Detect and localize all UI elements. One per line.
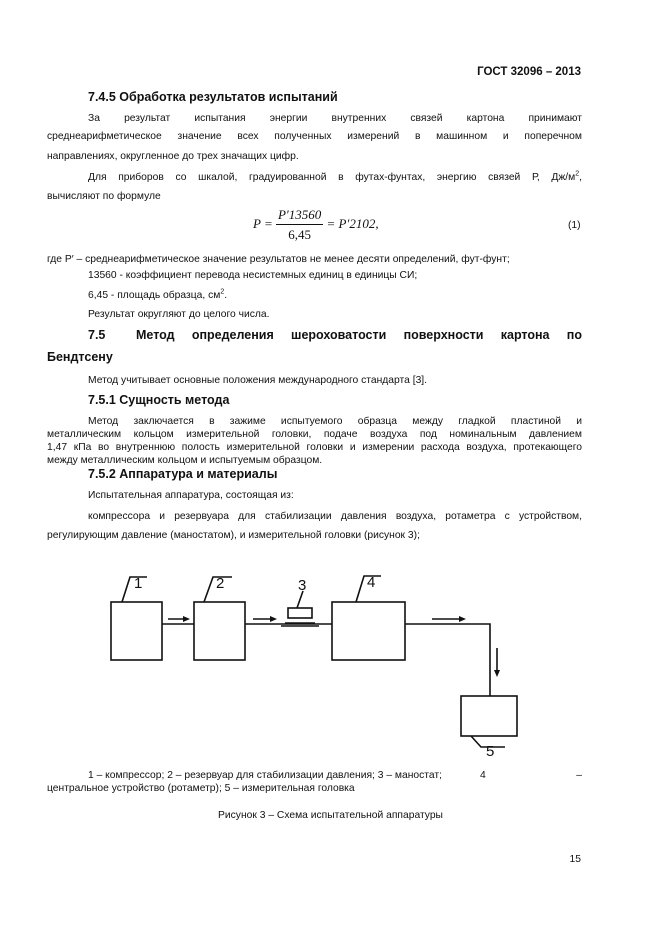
section-7-5-title-line2: Бендтсену — [47, 350, 113, 364]
page-number: 15 — [569, 854, 581, 865]
pipe-4-5 — [405, 624, 490, 696]
formula-number: (1) — [568, 220, 581, 231]
measuring-head-box — [461, 696, 517, 736]
s745-round: Результат округляют до целого числа. — [88, 309, 270, 320]
formula-fraction — [276, 207, 323, 243]
figure-legend-line2: центральное устройство (ротаметр); 5 – измерительная головка — [47, 783, 355, 794]
formula-rhs: = P′2102, — [326, 215, 379, 231]
formula-numerator: P′13560 — [276, 207, 323, 225]
formula-lhs: P = — [253, 215, 273, 231]
section-7-5-title — [88, 328, 582, 342]
arrow-head-icon — [183, 616, 190, 622]
s745-coef: 13560 - коэффициент перевода несистемных единиц в единицы СИ; — [88, 270, 418, 281]
section-7-5-title-line1: Метод определения шероховатости поверхности картона по — [136, 328, 582, 342]
reservoir-box — [194, 602, 245, 660]
legend-items-1-3: 1 – компрессор; 2 – резервуар для стабилизации давления; 3 – маностат; — [88, 770, 442, 781]
s745-p2-line2: вычисляют по формуле — [47, 191, 161, 202]
rotameter-box — [332, 602, 405, 660]
figure-label-2: 2 — [216, 575, 225, 592]
page-header — [477, 62, 581, 80]
section-7-5-1-title: 7.5.1 Сущность метода — [88, 393, 230, 407]
s745-p2-text: Для приборов со шкалой, градуированной в футах-фунтах, энергию связей Р, Дж/м — [88, 172, 576, 183]
legend-item-4-num: 4 — [479, 770, 486, 781]
manostat-symbol — [281, 608, 319, 626]
figure-label-3: 3 — [298, 577, 307, 594]
s745-where: где Р′ – среднеарифметическое значение результатов не менее десяти определений, фут-фунт; — [47, 254, 510, 265]
section-7-5-number: 7.5 — [88, 328, 106, 342]
s745-area: 6,45 - площадь образца, $см^2$. — [88, 288, 228, 301]
legend-dash: – — [576, 770, 582, 781]
figure-label-4: 4 — [367, 574, 376, 591]
standard-number: ГОСТ 32096 – 2013 — [477, 66, 581, 78]
s75-intro: Метод учитывает основные положения международного стандарта [3]. — [88, 375, 428, 386]
figure-caption: Рисунок 3 – Схема испытательной аппаратуры — [218, 810, 443, 821]
s752-line2: компрессора и резервуара для стабилизации давления воздуха, ротаметра с устройством, — [88, 511, 582, 522]
s745-p1-line1: За результат испытания энергии внутренних связей картона принимают — [88, 113, 582, 124]
figure-label-1: 1 — [134, 575, 143, 592]
arrow-head-icon — [270, 616, 277, 622]
s752-line3: регулирующим давление (маностатом), и измерительной головки (рисунок 3); — [47, 530, 420, 541]
s745-p1-line2: среднеарифметическое значение всех полученных измерений в машинном и поперечном — [47, 131, 582, 142]
s751-line3: 1,47 кПа во внутреннюю полость измерительной головки и измерении расхода воздуха, протекающего — [47, 442, 582, 453]
section-7-4-5-title: 7.4.5 Обработка результатов испытаний — [88, 90, 338, 104]
s745-p2-sup: $^2$, — [575, 170, 582, 183]
section-7-5-2-title: 7.5.2 Аппаратура и материалы — [88, 467, 278, 481]
figure-label-5: 5 — [486, 743, 495, 760]
figure-legend-line1 — [88, 769, 582, 782]
s752-line1: Испытательная аппаратура, состоящая из: — [88, 490, 294, 501]
s751-line1: Метод заключается в зажиме испытуемого образца между гладкой пластиной и — [88, 416, 582, 427]
formula-1 — [253, 207, 379, 243]
s751-line4: между металлическим кольцом и испытуемым образцом. — [47, 455, 323, 466]
arrow-head-icon — [494, 670, 500, 677]
s751-line2: металлическим кольцом измерительной головки, подаче воздуха под номинальным давлением — [47, 429, 582, 440]
compressor-box — [111, 602, 162, 660]
arrow-head-icon — [459, 616, 466, 622]
apparatus-diagram — [0, 560, 661, 760]
s745-p2-line1 — [88, 171, 582, 184]
formula-denominator: 6,45 — [288, 227, 311, 242]
s745-p1-line3: направлениях, округленное до трех значащих цифр. — [47, 151, 299, 162]
